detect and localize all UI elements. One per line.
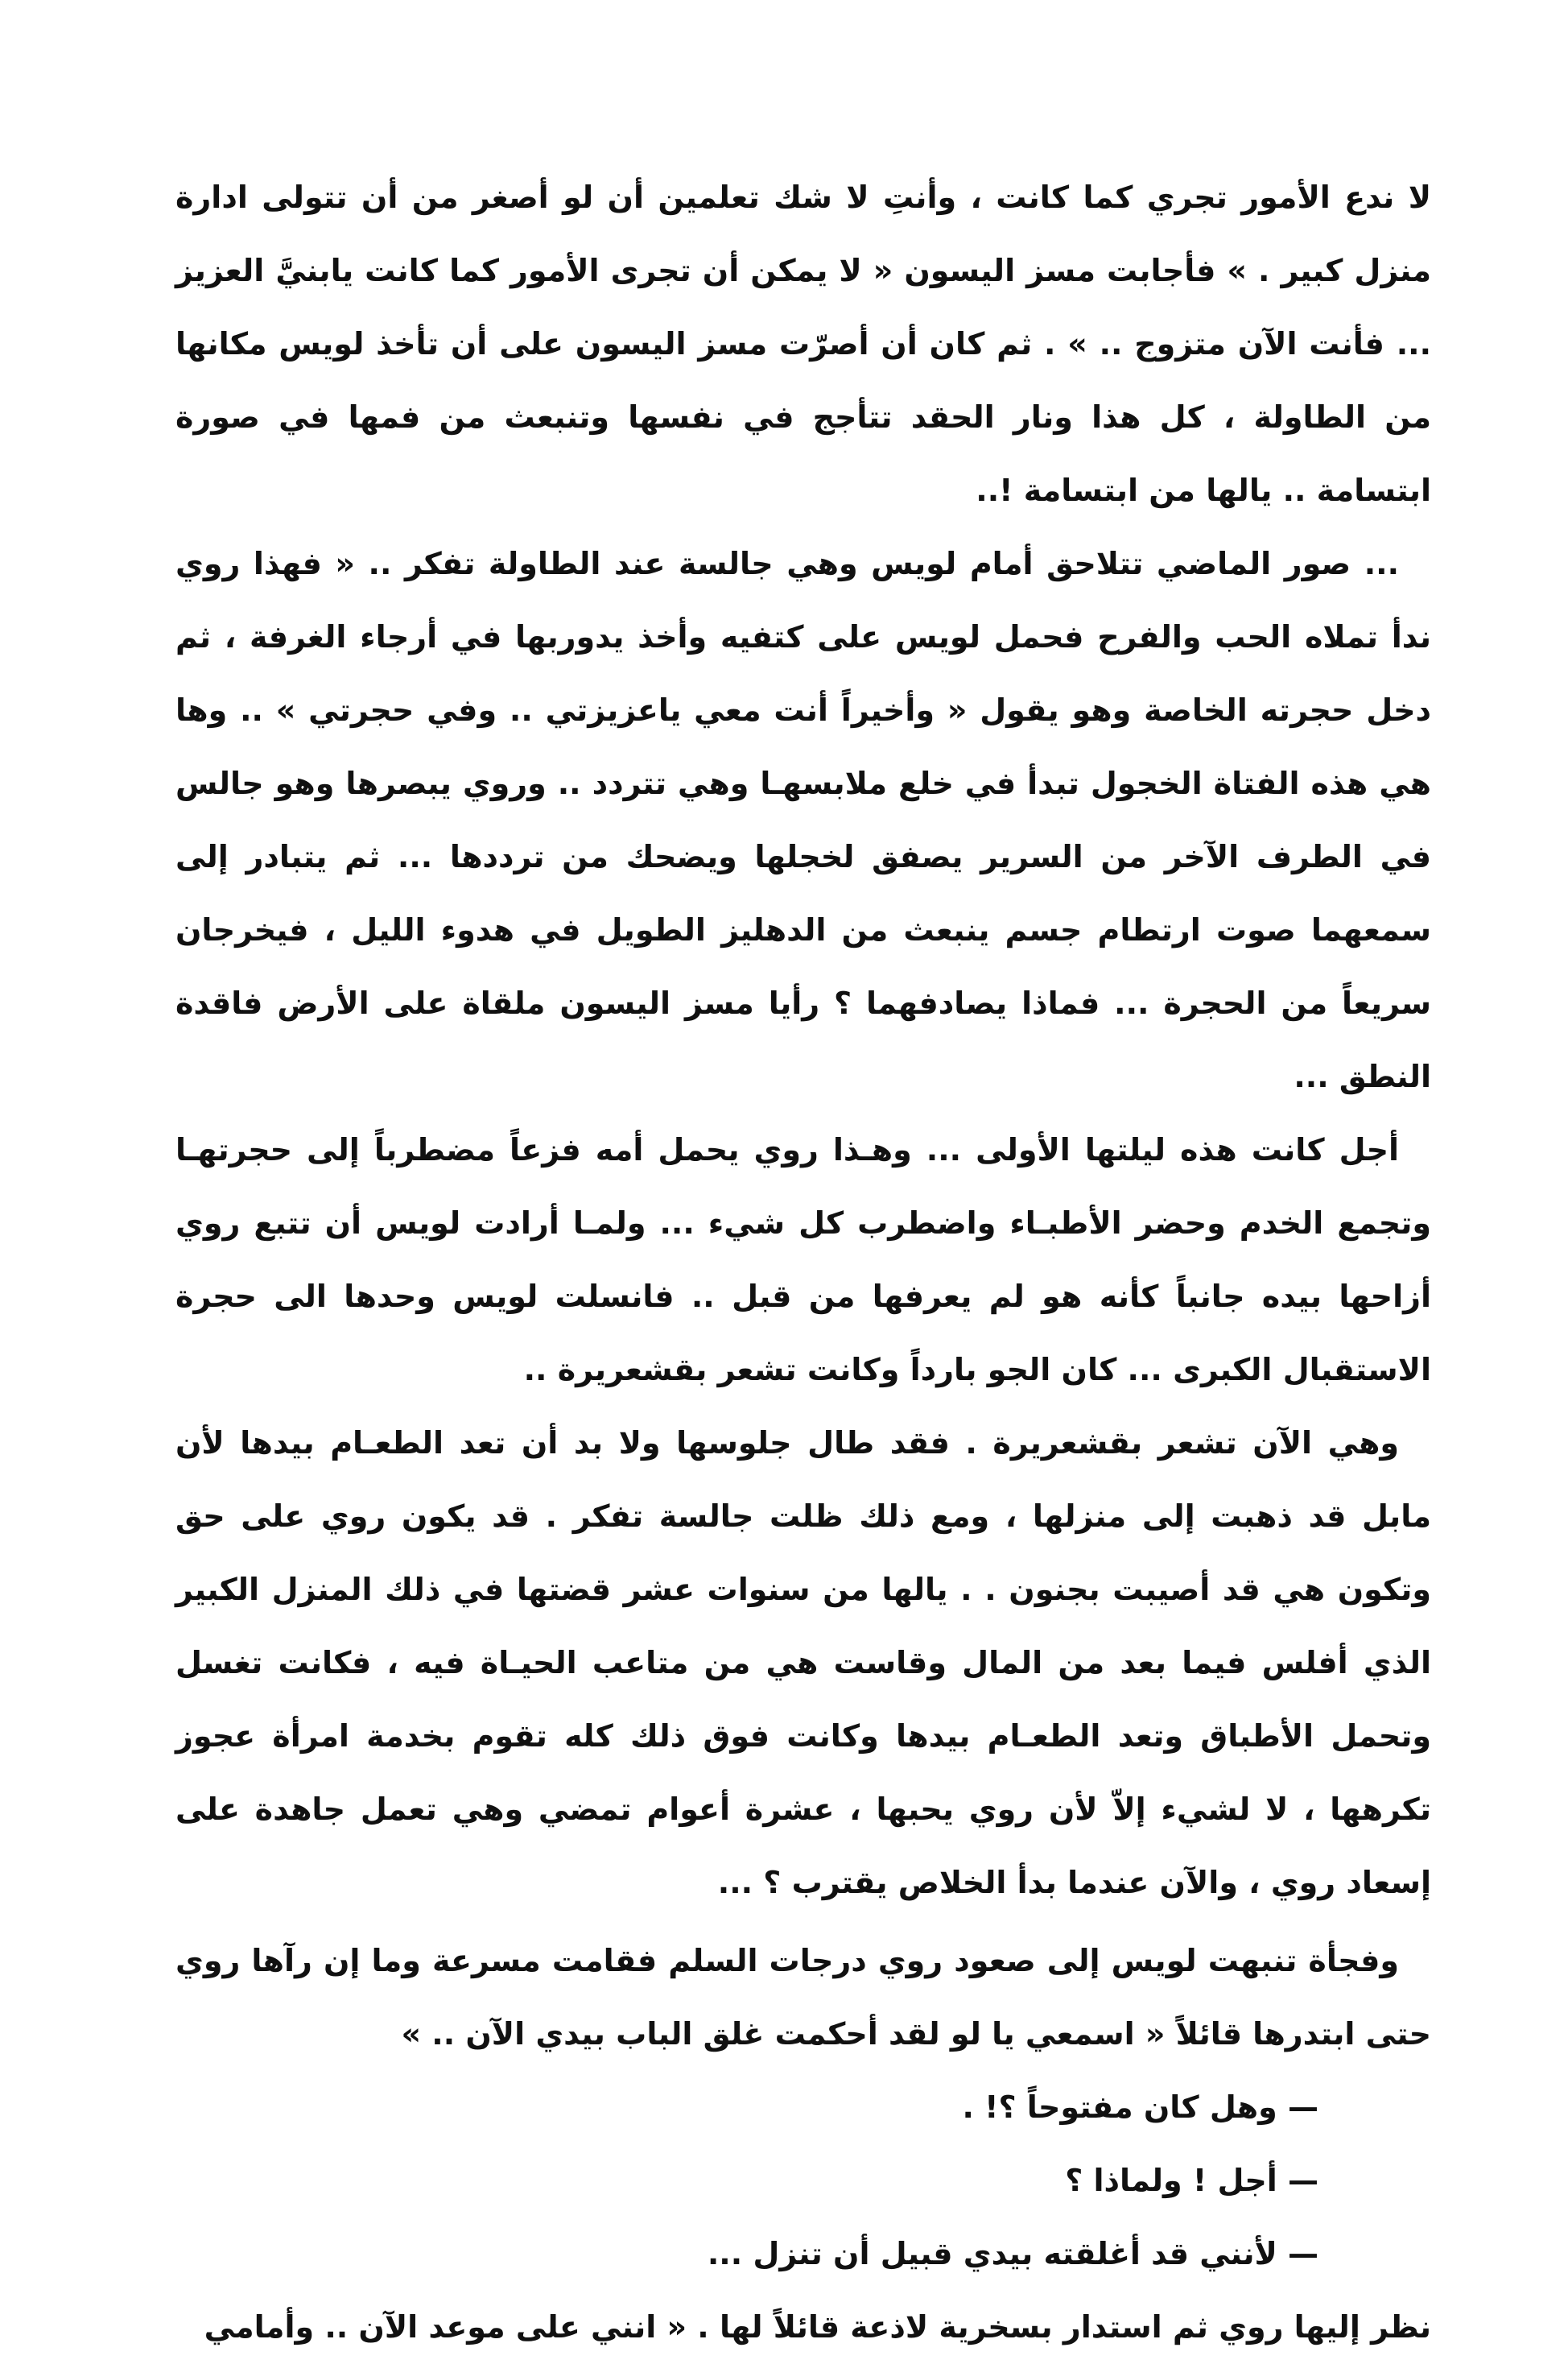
dialog-line-3: — لأنني قد أغلقته بيدي قبيل أن تنزل ...	[707, 2236, 1318, 2271]
paragraph-6: نظر إليها روي ثم استدار بسخرية لاذعة قائلاً لها . « انني على موعد الآن .. وأمامي	[204, 2309, 1431, 2345]
paragraph-5: وفجأة تنبهت لويس إلى صعود روي درجات السلم فقامت مسرعة وما إن رآها روي حتى ابتدرها قائلاً « اسمعي يا لو لقد أحكمت غلق الباب بيدي الآن .. »	[175, 1943, 1431, 2052]
paragraph-4: وهي الآن تشعر بقشعريرة . فقد طال جلوسها ولا بد أن تعد الطعـام بيدها لأن مابل قد ذهبت إلى منزلها ، ومع ذلك ظلت جالسة تفكر . قد يكون روي على حق وتكون هي قد أصيبت بجنون . . يالها من سنوات عشر قضتها في ذلك المنزل الكبير الذي أفلس فيما بعد من المال وقاست هي من متاعب الحيـاة فيه ، فكانت تغسل وتحمل الأطباق وتعد الطعـام بيدها وكانت فوق ذلك كله تقوم بخدمة امرأة عجوز تكرهها ، لا لشيء إلاّ لأن روي يحبها ، عشرة أعوام تمضي وهي تعمل جاهدة على إسعاد روي ، والآن عندما بدأ الخلاص يقترب ؟ ...	[175, 1425, 1431, 1900]
paragraph-2: ... صور الماضي تتلاحق أمام لويس وهي جالسة عند الطاولة تفكر .. « فهذا روي ندأ تملاه الحب والفرح فحمل لويس على كتفيه وأخذ يدوربها في أرجاء الغرفة ، ثم دخل حجرته الخاصة وهو يقول « وأخيراً أنت معي ياعزيزتي .. وفي حجرتي » .. وها هي هذه الفتاة الخجول تبدأ في خلع ملابسهـا وهي تتردد .. وروي يبصرها وهو جالس في الطرف الآخر من السرير يصفق لخجلها ويضحك من ترددها ... ثم يتبادر إلى سمعهما صوت ارتطام جسم ينبعث من الدهليز الطويل في هدوء الليل ، فيخرجان سريعاً من الحجرة ... فماذا يصادفهما ؟ رأيا مسز اليسون ملقاة على الأرض فاقدة النطق ...	[175, 546, 1431, 1094]
dialog-line-2: — أجل ! ولماذا ؟	[1065, 2163, 1318, 2198]
dialog-line-1: — وهل كان مفتوحاً ؟! .	[962, 2089, 1318, 2125]
page-text	[175, 161, 1431, 2364]
paragraph-3: أجل كانت هذه ليلتها الأولى ... وهـذا روي يحمل أمه فزعاً مضطرباً إلى حجرتهـا وتجمع الخدم وحضر الأطبـاء واضطرب كل شيء ... ولمـا أرادت لويس أن تتبع روي أزاحها بيده جانباً كأنه هو لم يعرفها من قبل .. فانسلت لويس وحدها الى حجرة الاستقبال الكبرى ... كان الجو بارداً وكانت تشعر بقشعريرة ..	[175, 1132, 1431, 1387]
paragraph-1: لا ندع الأمور تجري كما كانت ، وأنتِ لا شك تعلمين أن لو أصغر من أن تتولى ادارة منزل كبير . » فأجابت مسز اليسون « لا يمكن أن تجرى الأمور كما كانت يابنيَّ العزيز ... فأنت الآن متزوج .. » . ثم كان أن أصرّت مسز اليسون على أن تأخذ لويس مكانها من الطاولة ، كل هذا ونار الحقد تتأجج في نفسها وتنبعث من فمها في صورة ابتسامة .. يالها من ابتسامة !..	[175, 180, 1431, 508]
